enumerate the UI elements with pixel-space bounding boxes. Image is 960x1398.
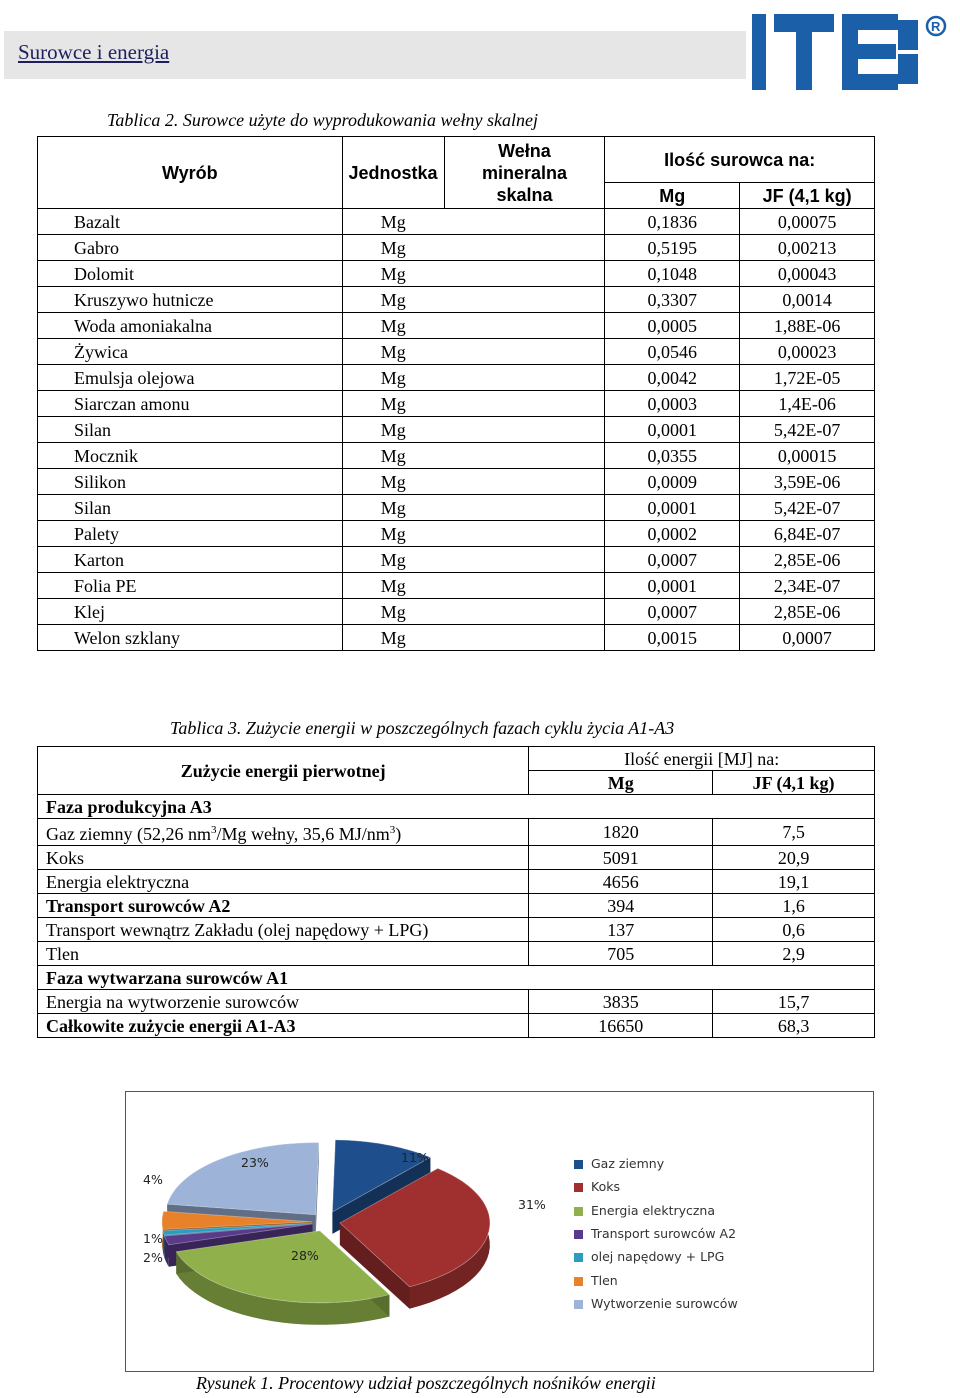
legend-label: olej napędowy + LPG — [591, 1249, 725, 1265]
gas-label-part: ) — [395, 824, 402, 844]
table-row — [38, 313, 875, 339]
table-row — [38, 469, 875, 495]
material-name: Mocznik — [38, 443, 343, 469]
header-primary-energy: Zużycie energii pierwotnej — [38, 747, 529, 795]
energy-label: Transport wewnątrz Zakładu (olej napędowy + LPG) — [38, 918, 529, 942]
energy-table — [37, 746, 875, 1038]
legend-label: Transport surowców A2 — [591, 1225, 737, 1241]
material-unit: Mg — [342, 573, 444, 599]
svg-text:R: R — [931, 19, 941, 34]
gas-label-part: Gaz ziemny (52,26 nm — [46, 824, 211, 844]
material-amount-mg: 0,0009 — [605, 469, 740, 495]
table-row — [38, 235, 875, 261]
energy-value-mg: 1820 — [529, 819, 713, 846]
energy-value-jf: 0,6 — [713, 918, 875, 942]
material-unit: Mg — [342, 391, 444, 417]
material-amount-mg: 0,0546 — [605, 339, 740, 365]
material-amount-jf: 1,72E-05 — [740, 365, 875, 391]
section-row — [38, 795, 875, 819]
material-amount-jf: 0,00023 — [740, 339, 875, 365]
material-name: Folia PE — [38, 573, 343, 599]
material-wool — [444, 625, 605, 651]
material-name: Welon szklany — [38, 625, 343, 651]
material-unit: Mg — [342, 599, 444, 625]
energy-value-mg: 137 — [529, 918, 713, 942]
energy-label: Tlen — [38, 942, 529, 966]
table-row — [38, 521, 875, 547]
energy-value-mg: 705 — [529, 942, 713, 966]
material-amount-jf: 5,42E-07 — [740, 495, 875, 521]
gas-label-part: 3 — [389, 824, 396, 836]
section-row — [38, 966, 875, 990]
material-amount-mg: 0,0001 — [605, 417, 740, 443]
section-label: Faza wytwarzana surowców A1 — [38, 966, 875, 990]
header-unit: Jednostka — [342, 137, 444, 209]
section-label: Faza produkcyjna A3 — [38, 795, 875, 819]
legend-label: Energia elektryczna — [591, 1202, 716, 1218]
pie-data-label: 1% — [143, 1231, 163, 1246]
pie-data-label: 23% — [241, 1155, 269, 1170]
material-amount-jf: 0,00075 — [740, 209, 875, 235]
table-row — [38, 599, 875, 625]
table-row — [38, 495, 875, 521]
material-name: Dolomit — [38, 261, 343, 287]
material-amount-mg: 0,0015 — [605, 625, 740, 651]
table-row — [38, 990, 875, 1014]
material-wool — [444, 365, 605, 391]
material-amount-jf: 0,00043 — [740, 261, 875, 287]
material-amount-jf: 6,84E-07 — [740, 521, 875, 547]
energy-value-jf: 68,3 — [713, 1014, 875, 1038]
pie-data-label: 31% — [518, 1197, 546, 1212]
energy-value-jf: 19,1 — [713, 870, 875, 894]
material-name: Palety — [38, 521, 343, 547]
material-wool — [444, 313, 605, 339]
page-section-title[interactable]: Surowce i energia — [18, 40, 170, 64]
table-row — [38, 391, 875, 417]
material-unit: Mg — [342, 443, 444, 469]
energy-value-mg: 4656 — [529, 870, 713, 894]
material-unit: Mg — [342, 209, 444, 235]
material-amount-jf: 0,00213 — [740, 235, 875, 261]
legend-swatch — [574, 1300, 583, 1309]
pie-slice-wytworzenie-surowców — [167, 1143, 319, 1215]
table-row — [38, 209, 875, 235]
material-amount-jf: 3,59E-06 — [740, 469, 875, 495]
energy-value-jf: 2,9 — [713, 942, 875, 966]
energy-value-mg: 394 — [529, 894, 713, 918]
material-amount-jf: 1,4E-06 — [740, 391, 875, 417]
table3-caption: Tablica 3. Zużycie energii w poszczególnych fazach cyklu życia A1-A3 — [170, 718, 675, 738]
legend-item — [574, 1296, 738, 1311]
raw-materials-table — [37, 136, 875, 651]
material-amount-jf: 0,0014 — [740, 287, 875, 313]
material-unit: Mg — [342, 365, 444, 391]
material-wool — [444, 287, 605, 313]
table-row — [38, 261, 875, 287]
material-amount-mg: 0,0002 — [605, 521, 740, 547]
material-unit: Mg — [342, 261, 444, 287]
material-unit: Mg — [342, 417, 444, 443]
material-amount-jf: 0,0007 — [740, 625, 875, 651]
legend-swatch — [574, 1183, 583, 1192]
gas-label-part: 3 — [210, 824, 217, 836]
legend-label: Koks — [591, 1179, 620, 1195]
material-unit: Mg — [342, 469, 444, 495]
legend-swatch — [574, 1253, 583, 1262]
table-row — [38, 339, 875, 365]
energy-value-jf: 1,6 — [713, 894, 875, 918]
material-amount-jf: 2,85E-06 — [740, 599, 875, 625]
legend-swatch — [574, 1277, 583, 1286]
material-wool — [444, 547, 605, 573]
material-name: Karton — [38, 547, 343, 573]
energy-value-mg: 16650 — [529, 1014, 713, 1038]
energy-label: Całkowite zużycie energii A1-A3 — [38, 1014, 529, 1038]
legend-label: Tlen — [591, 1272, 618, 1288]
material-name: Emulsja olejowa — [38, 365, 343, 391]
material-amount-mg: 0,5195 — [605, 235, 740, 261]
material-amount-mg: 0,1048 — [605, 261, 740, 287]
material-name: Silan — [38, 417, 343, 443]
energy-value-mg: 3835 — [529, 990, 713, 1014]
header-amount: Ilość surowca na: — [605, 137, 875, 183]
legend-item — [574, 1179, 620, 1194]
table-row — [38, 1014, 875, 1038]
material-amount-jf: 5,42E-07 — [740, 417, 875, 443]
material-wool — [444, 417, 605, 443]
material-amount-mg: 0,0005 — [605, 313, 740, 339]
itb-logo — [752, 12, 952, 92]
table-row — [38, 918, 875, 942]
material-name: Woda amoniakalna — [38, 313, 343, 339]
energy-value-jf: 7,5 — [713, 819, 875, 846]
table-row — [38, 894, 875, 918]
material-wool — [444, 209, 605, 235]
header-mg: Mg — [605, 183, 740, 209]
table-row — [38, 573, 875, 599]
energy-label: Energia elektryczna — [38, 870, 529, 894]
figure-caption: Rysunek 1. Procentowy udział poszczególnych nośników energii — [196, 1373, 656, 1393]
pie-data-label: 11% — [401, 1150, 429, 1165]
material-unit: Mg — [342, 313, 444, 339]
header-wool: Wełna mineralna skalna — [444, 137, 605, 209]
material-name: Siarczan amonu — [38, 391, 343, 417]
material-amount-mg: 0,1836 — [605, 209, 740, 235]
header-energy-mg: Mg — [529, 771, 713, 795]
material-unit: Mg — [342, 235, 444, 261]
pie-chart — [126, 1092, 875, 1373]
table-row — [38, 417, 875, 443]
material-wool — [444, 521, 605, 547]
material-wool — [444, 261, 605, 287]
table-row — [38, 625, 875, 651]
energy-label — [38, 819, 529, 846]
legend-item — [574, 1249, 724, 1264]
material-name: Gabro — [38, 235, 343, 261]
header-energy-amount: Ilość energii [MJ] na: — [529, 747, 875, 771]
table-row — [38, 942, 875, 966]
table-row — [38, 547, 875, 573]
header-energy-jf: JF (4,1 kg) — [713, 771, 875, 795]
material-amount-jf: 2,34E-07 — [740, 573, 875, 599]
material-amount-mg: 0,0001 — [605, 573, 740, 599]
material-amount-jf: 1,88E-06 — [740, 313, 875, 339]
legend-swatch — [574, 1160, 583, 1169]
material-name: Klej — [38, 599, 343, 625]
legend-item — [574, 1203, 715, 1218]
material-name: Silan — [38, 495, 343, 521]
material-unit: Mg — [342, 339, 444, 365]
energy-value-jf: 15,7 — [713, 990, 875, 1014]
material-name: Silikon — [38, 469, 343, 495]
energy-label: Energia na wytworzenie surowców — [38, 990, 529, 1014]
material-amount-mg: 0,0042 — [605, 365, 740, 391]
table-row — [38, 365, 875, 391]
material-wool — [444, 573, 605, 599]
legend-item — [574, 1273, 618, 1288]
legend-item — [574, 1156, 664, 1171]
material-amount-jf: 2,85E-06 — [740, 547, 875, 573]
material-wool — [444, 235, 605, 261]
material-wool — [444, 469, 605, 495]
gas-label-part: /Mg wełny, 35,6 MJ/nm — [216, 824, 390, 844]
material-amount-mg: 0,3307 — [605, 287, 740, 313]
table-row — [38, 287, 875, 313]
material-unit: Mg — [342, 625, 444, 651]
material-wool — [444, 443, 605, 469]
table-row — [38, 846, 875, 870]
energy-value-jf: 20,9 — [713, 846, 875, 870]
table-row — [38, 870, 875, 894]
pie-data-label: 4% — [143, 1172, 163, 1187]
material-wool — [444, 339, 605, 365]
material-amount-mg: 0,0355 — [605, 443, 740, 469]
material-unit: Mg — [342, 547, 444, 573]
energy-value-mg: 5091 — [529, 846, 713, 870]
material-unit: Mg — [342, 495, 444, 521]
material-amount-jf: 0,00015 — [740, 443, 875, 469]
legend-label: Wytworzenie surowców — [591, 1295, 738, 1311]
material-unit: Mg — [342, 287, 444, 313]
material-unit: Mg — [342, 521, 444, 547]
pie-chart-frame — [125, 1091, 874, 1372]
material-amount-mg: 0,0007 — [605, 599, 740, 625]
energy-label: Koks — [38, 846, 529, 870]
legend-item — [574, 1226, 736, 1241]
material-amount-mg: 0,0001 — [605, 495, 740, 521]
header-jf: JF (4,1 kg) — [740, 183, 875, 209]
material-name: Żywica — [38, 339, 343, 365]
material-wool — [444, 391, 605, 417]
pie-data-label: 2% — [143, 1250, 163, 1265]
legend-swatch — [574, 1230, 583, 1239]
legend-label: Gaz ziemny — [591, 1156, 665, 1171]
material-name: Kruszywo hutnicze — [38, 287, 343, 313]
table-row — [38, 819, 875, 846]
material-amount-mg: 0,0003 — [605, 391, 740, 417]
material-wool — [444, 599, 605, 625]
header-product: Wyrób — [38, 137, 343, 209]
table2-caption: Tablica 2. Surowce użyte do wyprodukowania wełny skalnej — [107, 110, 538, 130]
material-amount-mg: 0,0007 — [605, 547, 740, 573]
energy-label: Transport surowców A2 — [38, 894, 529, 918]
material-wool — [444, 495, 605, 521]
legend-swatch — [574, 1207, 583, 1216]
table-row — [38, 443, 875, 469]
material-name: Bazalt — [38, 209, 343, 235]
pie-data-label: 28% — [291, 1248, 319, 1263]
